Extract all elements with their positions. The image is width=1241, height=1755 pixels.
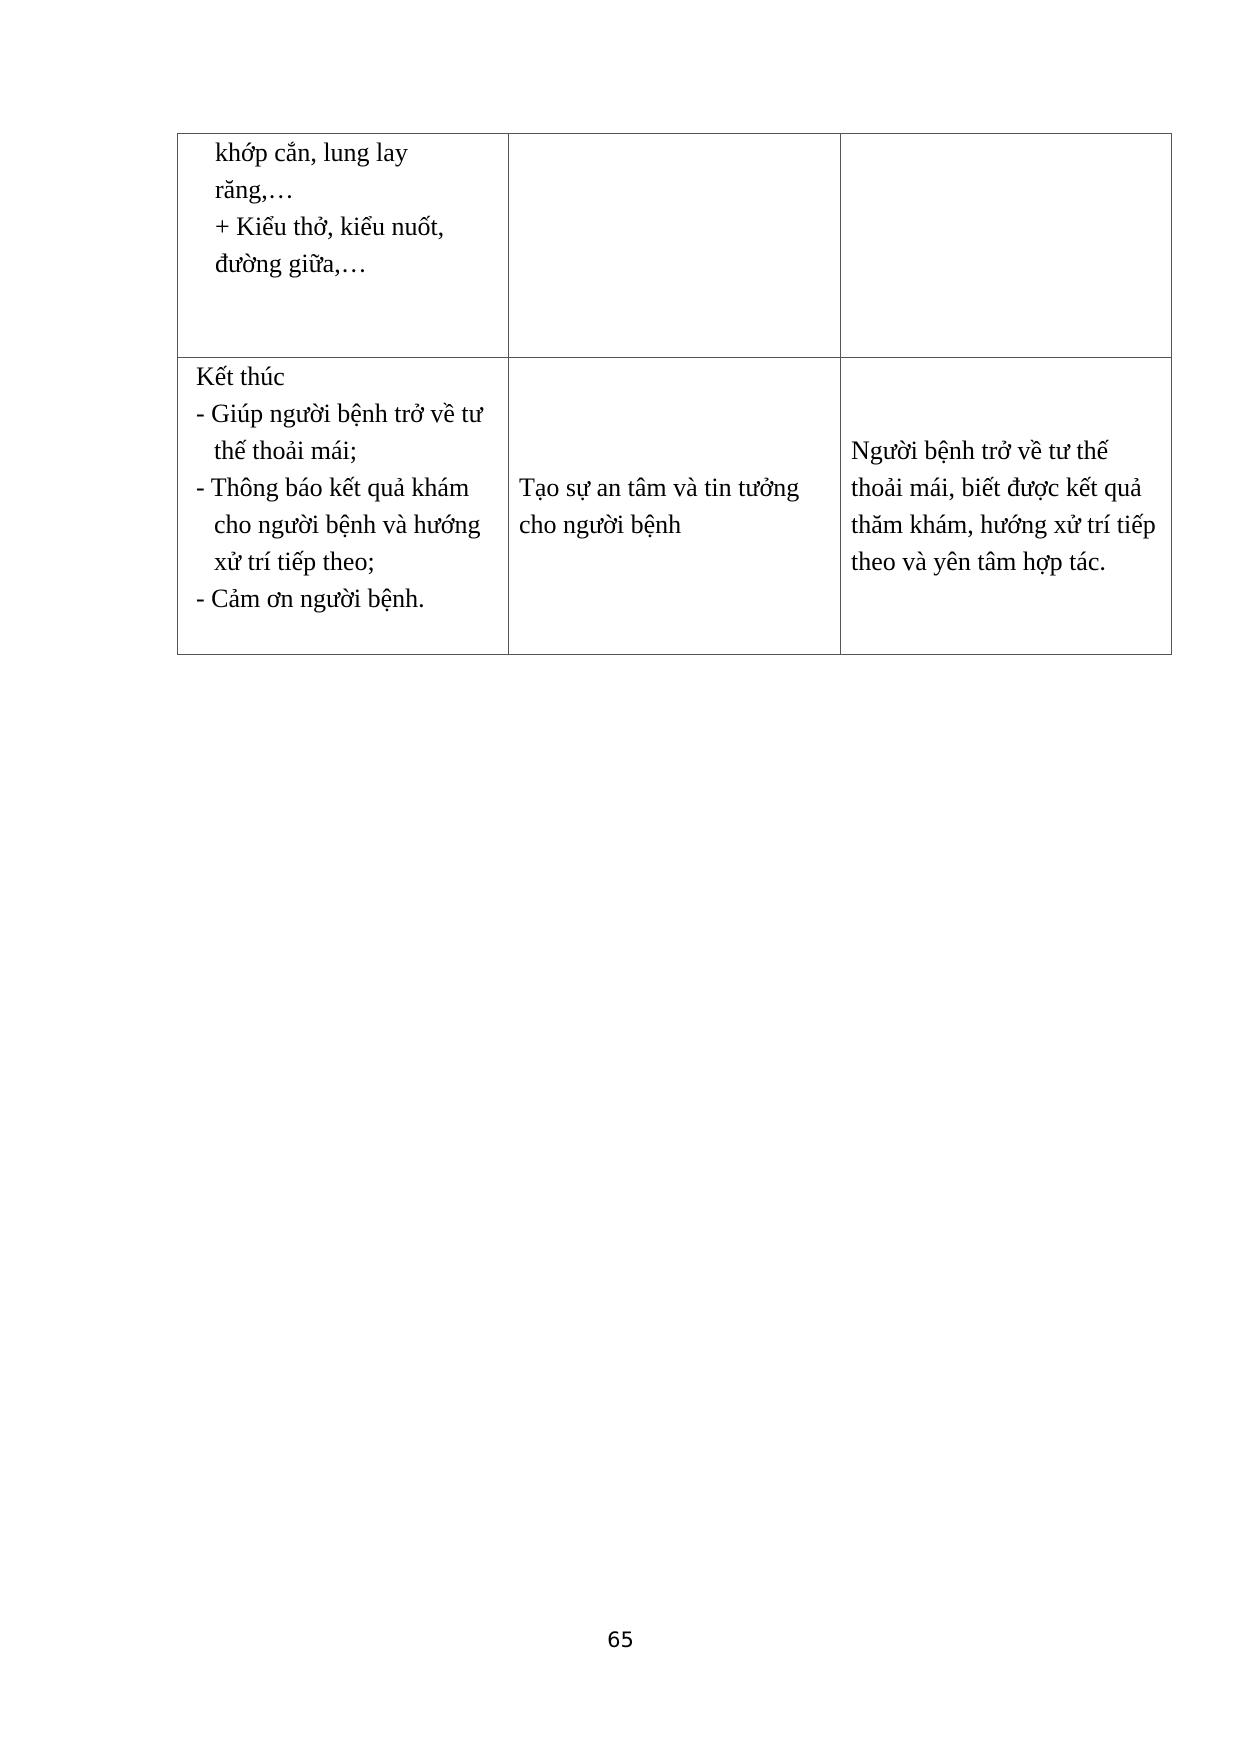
table-cell-purpose <box>509 358 841 655</box>
cell-text-line: khớp cắn, lung lay <box>215 138 408 167</box>
cell-text: Tạo sự an tâm và tin tưởng cho người bệnh <box>519 473 800 539</box>
table-cell-result <box>841 134 1172 358</box>
table-row <box>178 134 1172 358</box>
step-item: - Giúp người bệnh trở về tư thế thoải mái; <box>196 399 483 465</box>
cell-text-line: đường giữa,… <box>215 249 367 278</box>
table-row <box>178 358 1172 655</box>
cell-text-line: + Kiểu thở, kiểu nuốt, <box>215 212 445 241</box>
table-cell-purpose <box>509 134 841 358</box>
table-cell-result <box>841 358 1172 655</box>
procedure-table <box>177 133 1172 655</box>
page-number: 65 <box>607 1628 634 1652</box>
table-cell-steps <box>178 134 509 358</box>
step-item: - Cảm ơn người bệnh. <box>196 584 425 613</box>
table-cell-steps <box>178 358 509 655</box>
step-item: - Thông báo kết quả khám cho người bệnh và hướng xử trí tiếp theo; <box>196 473 481 576</box>
cell-text: Người bệnh trở về tư thế thoải mái, biết được kết quả thăm khám, hướng xử trí tiếp theo và yên tâm hợp tác. <box>851 436 1156 576</box>
cell-text-line: răng,… <box>215 175 294 204</box>
step-heading: Kết thúc <box>196 362 285 391</box>
